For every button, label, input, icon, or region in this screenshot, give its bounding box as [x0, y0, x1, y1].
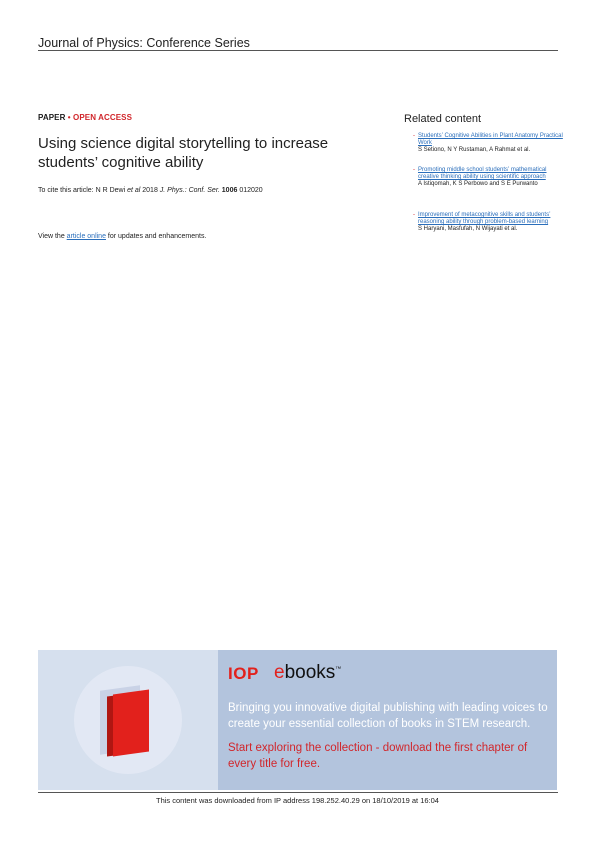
bullet-icon: - [413, 212, 415, 218]
banner-art-panel [38, 650, 218, 790]
journal-name: Journal of Physics: Conference Series [38, 36, 250, 50]
ebooks-logo-text: books [284, 662, 336, 683]
related-item-link[interactable]: Students’ Cognitive Abilities in Plant Anatomy Practical Work [418, 133, 563, 146]
iop-logo: IOP [228, 664, 259, 683]
article-online-link[interactable]: article online [66, 233, 106, 240]
related-item-authors: S Setiono, N Y Rustaman, A Rahmat et al. [418, 147, 531, 153]
book-icon [113, 689, 149, 756]
bullet-icon: - [413, 133, 415, 139]
paper-type: PAPER [38, 113, 66, 122]
download-footer: This content was downloaded from IP address 198.252.40.29 on 18/10/2019 at 16:04 [156, 796, 439, 805]
cite-etal: et al [127, 187, 141, 194]
banner-tagline: Bringing you innovative digital publishing with leading voices to create your essential collection of books in STEM research. [228, 702, 548, 730]
cite-prefix: To cite this article: N R Dewi [38, 187, 128, 194]
ebooks-logo [274, 662, 341, 684]
bullet-icon: - [413, 167, 415, 173]
related-item [413, 212, 568, 233]
related-item-authors: A Istiqomah, K S Perbowo and S E Purwanto [418, 181, 538, 187]
view-prefix: View the [38, 233, 67, 240]
footer-divider [38, 792, 558, 793]
ebooks-logo-e: e [274, 662, 285, 683]
related-item-authors: S Haryani, Masfufah, N Wijayati et al. [418, 226, 518, 232]
related-item [413, 133, 568, 154]
related-item-link[interactable]: Improvement of metacognitive skills and students’ reasoning ability through problem-based learning [418, 212, 551, 225]
paper-type-label [38, 113, 132, 122]
label-separator: • [65, 113, 74, 122]
trademark-mark: ™ [335, 666, 342, 673]
view-suffix: for updates and enhancements. [105, 233, 207, 240]
header-divider [38, 50, 558, 51]
open-access-badge: OPEN ACCESS [73, 113, 133, 122]
cite-volume: 1006 [219, 187, 238, 194]
cite-number: 012020 [237, 187, 263, 194]
related-item-link[interactable]: Promoting middle school students’ mathematical creative thinking ability using scientific approach [418, 167, 547, 180]
related-content-heading: Related content [404, 113, 482, 125]
related-item [413, 167, 568, 188]
cite-journal: J. Phys.: Conf. Ser. [159, 187, 220, 194]
citation-line [38, 187, 263, 194]
cite-year: 2018 [140, 187, 160, 194]
view-online-line [38, 233, 206, 240]
article-title: Using science digital storytelling to increase students’ cognitive ability [38, 135, 329, 171]
banner-call-to-action[interactable]: Start exploring the collection - download the first chapter of every title for free. [228, 742, 528, 770]
ebooks-banner[interactable] [38, 650, 557, 790]
